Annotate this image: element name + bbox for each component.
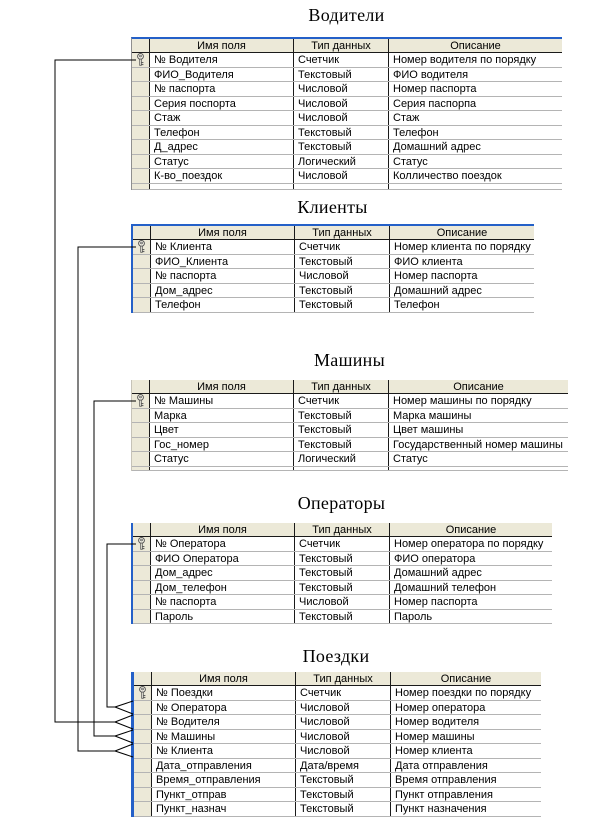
table-voditeli [131, 37, 562, 190]
table-row [133, 595, 552, 610]
table-row [134, 773, 541, 788]
row-selector-header [132, 380, 150, 393]
column-header-desc: Описание [450, 40, 501, 52]
column-header-desc: Описание [436, 227, 488, 239]
description-cell: Номер паспорта [393, 83, 477, 95]
row-selector [133, 581, 151, 595]
description-cell: Колличество поездок [393, 170, 502, 182]
row-selector [133, 240, 151, 254]
description-cell: Марка машины [393, 409, 472, 422]
data-type-cell: Числовой [296, 701, 391, 715]
row-selector [134, 788, 152, 802]
row-selector [132, 111, 150, 125]
description-cell: Стаж [393, 112, 420, 124]
row-selector [132, 82, 150, 96]
column-header-type: Тип данных [295, 523, 390, 536]
data-type-cell: Текстовый [294, 423, 389, 437]
row-selector [132, 97, 150, 111]
field-name-cell: № паспорта [151, 269, 295, 283]
table-row [134, 802, 541, 817]
data-type-cell: Счетчик [295, 537, 390, 551]
table-row [134, 759, 541, 774]
field-name-cell: № Оператора [152, 701, 296, 715]
row-selector [134, 701, 152, 715]
row-selector-header [133, 523, 151, 536]
table-row [132, 423, 568, 438]
field-name-cell: № Поездки [152, 686, 296, 700]
data-type-cell: Числовой [294, 82, 389, 96]
table-row [132, 68, 562, 83]
field-name-cell: № Клиента [151, 240, 295, 254]
field-name-cell: ФИО_Водителя [150, 68, 294, 82]
data-type-cell: Текстовый [294, 126, 389, 140]
description-cell: Домашний адрес [393, 141, 481, 153]
description-cell: Номер машины по порядку [393, 395, 532, 407]
table-row [132, 140, 562, 155]
field-name-cell: Дата_отправления [152, 759, 296, 773]
data-type-cell: Текстовый [295, 298, 390, 312]
table-header-row [132, 39, 562, 53]
row-selector [134, 715, 152, 729]
data-type-cell: Числовой [294, 111, 389, 125]
description-cell: Домашний телефон [394, 581, 497, 594]
row-selector [133, 610, 151, 624]
column-header-field: Имя поля [151, 523, 295, 536]
column-header-type: Тип данных [294, 39, 389, 52]
field-name-cell: Цвет [150, 423, 294, 437]
row-selector-header [132, 39, 150, 52]
relationship-line-3 [78, 247, 136, 751]
column-header-type: Тип данных [296, 672, 391, 685]
field-name-cell: Пароль [151, 610, 295, 624]
row-selector [133, 298, 151, 312]
table-operatory [131, 523, 552, 624]
field-name-cell: Статус [150, 452, 294, 466]
field-name-cell: Пункт_назнач [152, 802, 296, 816]
table-row [133, 284, 534, 299]
data-type-cell: Дата/время [296, 759, 391, 773]
table-row [134, 730, 541, 745]
description-cell: Серия паспорпа [393, 97, 477, 110]
data-type-cell: Текстовый [295, 255, 390, 269]
table-row [132, 438, 568, 453]
empty-cell [389, 184, 562, 189]
table-row [134, 744, 541, 759]
description-cell: Телефон [394, 299, 440, 311]
column-header-type: Тип данных [295, 226, 390, 239]
description-cell: Номер водителя [395, 716, 480, 728]
row-selector [133, 269, 151, 283]
field-name-cell: № Машины [150, 394, 294, 408]
table-row [133, 255, 534, 270]
primary-key-icon [137, 240, 146, 253]
table-header-row [133, 226, 534, 240]
column-header-field: Имя поля [150, 380, 294, 393]
description-cell: Номер водителя по порядку [393, 54, 537, 66]
column-header-field: Имя поля [152, 672, 296, 685]
row-selector [133, 284, 151, 298]
table-row [134, 686, 541, 701]
row-selector [133, 537, 151, 551]
table-header-row [133, 523, 552, 537]
data-type-cell: Счетчик [295, 240, 390, 254]
field-name-cell: Гос_номер [150, 438, 294, 452]
field-name-cell: № паспорта [151, 595, 295, 609]
row-selector [132, 68, 150, 82]
row-selector [133, 566, 151, 580]
table-row [133, 552, 552, 567]
field-name-cell: Стаж [150, 111, 294, 125]
empty-cell [389, 467, 568, 470]
table-poezdki [131, 672, 541, 817]
data-type-cell: Числовой [296, 730, 391, 744]
table-row [132, 155, 562, 170]
table-header-row [134, 672, 541, 686]
row-selector [132, 126, 150, 140]
column-header-field: Имя поля [151, 226, 295, 239]
description-cell: Номер машины [395, 730, 475, 743]
data-type-cell: Числовой [295, 595, 390, 609]
data-type-cell: Числовой [294, 169, 389, 183]
table-title-voditeli: Водители [308, 5, 385, 25]
table-title-mashiny: Машины [313, 350, 385, 370]
field-name-cell: ФИО_Клиента [151, 255, 295, 269]
table-row [132, 169, 562, 184]
field-name-cell: Дом_адрес [151, 284, 295, 298]
relationship-line-2 [94, 401, 136, 736]
table-title-operatory: Операторы [297, 493, 386, 513]
partial-row [132, 184, 562, 190]
partial-row [132, 467, 568, 471]
data-type-cell: Текстовый [296, 773, 391, 787]
row-selector [132, 53, 150, 67]
field-name-cell: № паспорта [150, 82, 294, 96]
description-cell: Номер клиента по порядку [394, 241, 531, 253]
row-selector [132, 184, 150, 189]
table-row [134, 715, 541, 730]
field-name-cell: К-во_поездок [150, 169, 294, 183]
description-cell: Номер поездки по порядку [395, 687, 532, 699]
table-row [133, 581, 552, 596]
description-cell: Государственный номер машины [393, 438, 563, 451]
field-name-cell: № Клиента [152, 744, 296, 758]
description-cell: ФИО клиента [394, 255, 463, 268]
row-selector [132, 467, 150, 470]
table-row [132, 126, 562, 141]
field-name-cell: Пункт_отправ [152, 788, 296, 802]
field-name-cell: № Водителя [150, 53, 294, 67]
data-type-cell: Счетчик [294, 53, 389, 67]
description-cell: Время отправления [395, 774, 497, 786]
row-selector [132, 409, 150, 423]
description-cell: Домашний адрес [394, 284, 482, 297]
field-name-cell: Телефон [151, 298, 295, 312]
table-row [132, 53, 562, 68]
description-cell: Статус [393, 155, 428, 168]
data-type-cell: Логический [294, 155, 389, 169]
empty-cell [150, 184, 294, 189]
data-type-cell: Текстовый [295, 581, 390, 595]
row-selector [132, 155, 150, 169]
row-selector [134, 773, 152, 787]
primary-key-icon [136, 53, 145, 66]
row-selector [132, 140, 150, 154]
field-name-cell: Серия поспорта [150, 97, 294, 111]
data-type-cell: Текстовый [295, 552, 390, 566]
description-cell: Номер оператора [395, 701, 486, 714]
row-selector [132, 452, 150, 466]
field-name-cell: Дом_телефон [151, 581, 295, 595]
data-type-cell: Текстовый [296, 788, 391, 802]
description-cell: ФИО оператора [394, 552, 476, 565]
field-name-cell: Время_отправления [152, 773, 296, 787]
primary-key-icon [137, 537, 146, 550]
table-klienty [131, 224, 534, 313]
column-header-field: Имя поля [150, 39, 294, 52]
table-row [133, 610, 552, 625]
column-header-type: Тип данных [294, 380, 389, 393]
field-name-cell: Телефон [150, 126, 294, 140]
data-type-cell: Текстовый [295, 610, 390, 624]
data-type-cell: Текстовый [294, 140, 389, 154]
field-name-cell: № Оператора [151, 537, 295, 551]
table-row [132, 82, 562, 97]
field-name-cell: Марка [150, 409, 294, 423]
data-type-cell: Числовой [296, 744, 391, 758]
data-type-cell: Текстовый [295, 566, 390, 580]
table-row [133, 566, 552, 581]
description-cell: ФИО водителя [393, 68, 469, 81]
field-name-cell: Дом_адрес [151, 566, 295, 580]
description-cell: Дата отправления [395, 759, 488, 772]
table-row [133, 298, 534, 313]
data-type-cell: Логический [294, 452, 389, 466]
row-selector-header [133, 226, 151, 239]
row-selector [133, 552, 151, 566]
data-type-cell: Текстовый [294, 409, 389, 423]
row-selector [133, 595, 151, 609]
table-header-row [132, 380, 568, 394]
description-cell: Домашний адрес [394, 567, 482, 579]
row-selector [134, 759, 152, 773]
field-name-cell: № Водителя [152, 715, 296, 729]
description-cell: Номер клиента [395, 745, 473, 757]
data-type-cell: Числовой [294, 97, 389, 111]
data-type-cell: Числовой [295, 269, 390, 283]
data-type-cell: Числовой [296, 715, 391, 729]
description-cell: Телефон [393, 126, 439, 139]
primary-key-icon [138, 686, 147, 699]
row-selector [132, 394, 150, 408]
table-row [134, 701, 541, 716]
row-selector [134, 802, 152, 816]
table-row [133, 269, 534, 284]
table-mashiny [131, 380, 568, 471]
row-selector [132, 169, 150, 183]
data-type-cell: Текстовый [295, 284, 390, 298]
data-type-cell: Счетчик [296, 686, 391, 700]
table-row [132, 452, 568, 467]
primary-key-icon [136, 394, 145, 407]
row-selector-header [134, 672, 152, 685]
data-type-cell: Текстовый [294, 438, 389, 452]
table-row [132, 111, 562, 126]
row-selector [132, 423, 150, 437]
column-header-desc: Описание [440, 673, 492, 685]
table-row [132, 394, 568, 409]
table-title-klienty: Клиенты [297, 197, 368, 217]
column-header-desc: Описание [445, 524, 497, 536]
relationship-line-1 [55, 60, 136, 722]
description-cell: Статус [393, 453, 428, 465]
data-type-cell: Текстовый [294, 68, 389, 82]
empty-cell [294, 184, 389, 189]
field-name-cell: ФИО Оператора [151, 552, 295, 566]
description-cell: Цвет машины [393, 424, 464, 436]
data-type-cell: Текстовый [296, 802, 391, 816]
table-title-poezdki: Поездки [302, 646, 370, 666]
empty-cell [294, 467, 389, 470]
description-cell: Номер паспорта [394, 270, 478, 282]
table-row [132, 409, 568, 424]
description-cell: Пункт отправления [395, 788, 493, 801]
row-selector [134, 744, 152, 758]
row-selector [133, 255, 151, 269]
description-cell: Пункт назначения [395, 803, 487, 815]
row-selector [134, 686, 152, 700]
table-row [133, 537, 552, 552]
field-name-cell: № Машины [152, 730, 296, 744]
field-name-cell: Статус [150, 155, 294, 169]
description-cell: Номер паспорта [394, 596, 478, 608]
table-row [134, 788, 541, 803]
empty-cell [150, 467, 294, 470]
data-type-cell: Счетчик [294, 394, 389, 408]
description-cell: Номер оператора по порядку [394, 538, 544, 550]
field-name-cell: Д_адрес [150, 140, 294, 154]
row-selector [134, 730, 152, 744]
description-cell: Пароль [394, 610, 433, 623]
table-row [132, 97, 562, 112]
row-selector [132, 438, 150, 452]
table-row [133, 240, 534, 255]
column-header-desc: Описание [453, 381, 504, 393]
